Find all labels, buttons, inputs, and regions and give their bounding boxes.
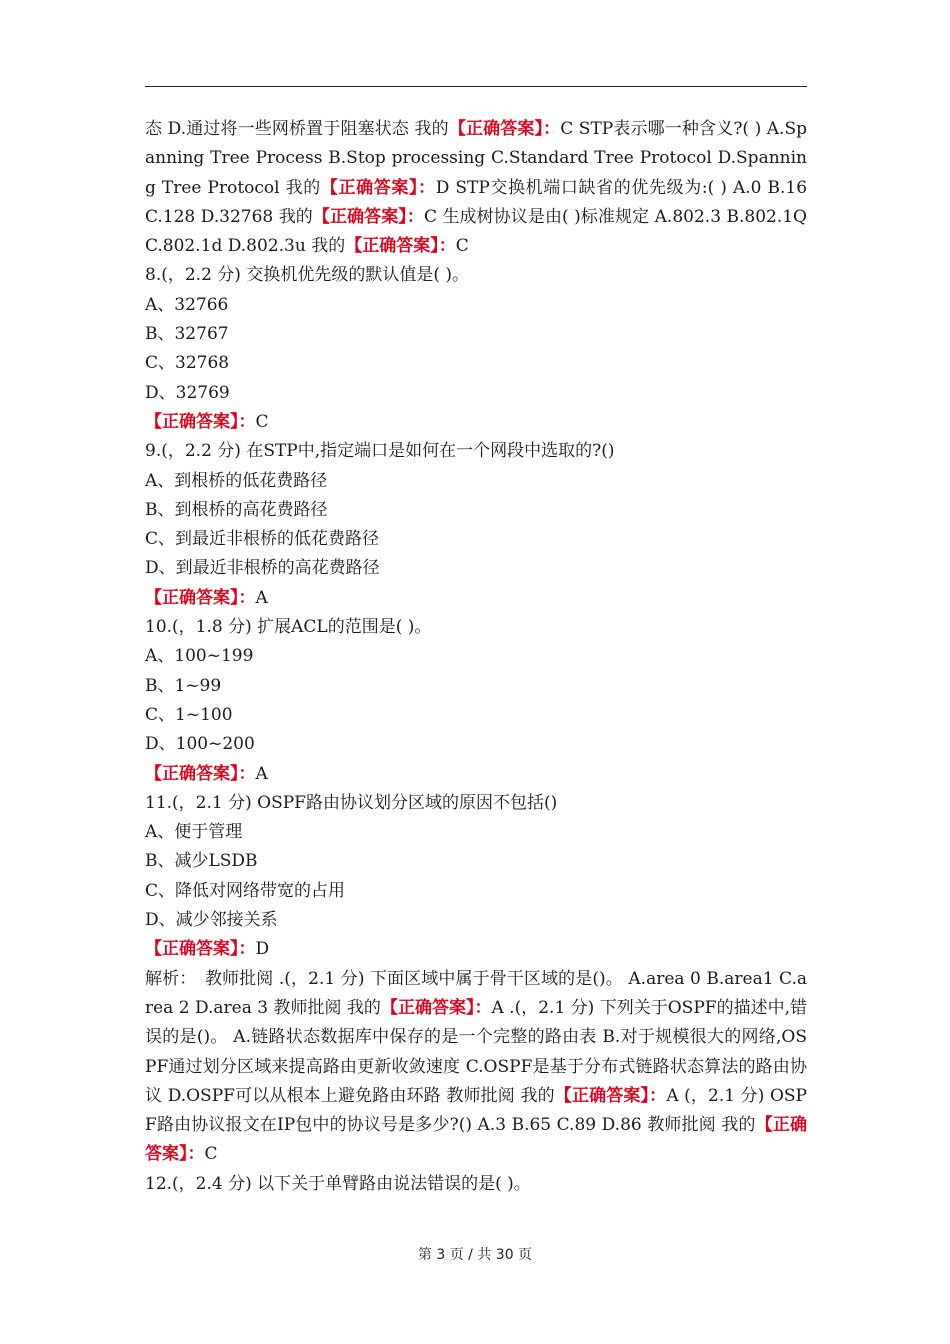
question-option: D、减少邻接关系: [145, 910, 278, 931]
page-footer: 第 3 页 / 共 30 页: [417, 1247, 533, 1263]
question-option: D、到最近非根桥的高花费路径: [145, 558, 380, 579]
question-option: B、1~99: [145, 675, 222, 696]
answer-label: 【正确答案】：: [145, 587, 256, 608]
answer-label: 【正确答案】：: [448, 119, 561, 139]
question-option: C、到最近非根桥的低花费路径: [145, 529, 380, 550]
question-option: B、减少LSDB: [145, 851, 258, 872]
question-option: C、32768: [145, 353, 230, 374]
answer-label: 【正确答案】：: [554, 1085, 667, 1106]
paragraph-text: C STP表示哪一种含义?( ) A.Spanning Tree Process B.Stop processing C.Standard Tree Protocol D.Spanning Tree Protocol 我的: [145, 119, 807, 198]
paragraph-text: A (，2.1 分) OSPF路由协议报文在IP包中的协议号是多少?() A.3 B.65 C.89 D.86 教师批阅 我的: [145, 1085, 807, 1136]
question-option: D、100~200: [145, 734, 255, 755]
answer-line: [145, 760, 807, 789]
page-content: [145, 115, 807, 1199]
paragraph-text: 态 D.通过将一些网桥置于阻塞状态 我的: [145, 119, 449, 139]
paragraph-text: A .(，2.1 分) 下列关于OSPF的描述中,错误的是()。 A.链路状态数据库中保存的是一个完整的路由表 B.对于规模很大的网络,OSPF通过划分区域来提高路由更新收敛速度 C.OSPF是基于分布式链路状态算法的路由协议 D.OSPF可以从根本上避免路由环路 教师批阅 我的: [145, 997, 808, 1106]
answer-label: 【正确答案】：: [145, 763, 256, 784]
answer-label: 【正确答案】：: [380, 997, 492, 1018]
question-option: C、降低对网络带宽的占用: [145, 880, 346, 901]
question-option: A、32766: [145, 294, 229, 315]
answer-label: 【正确答案】：: [145, 411, 256, 432]
question-option: B、32767: [145, 324, 229, 345]
paragraph-text: 解析： 教师批阅 .(，2.1 分) 下面区域中属于骨干区域的是()。 A.area 0 B.area1 C.area 2 D.area 3 教师批阅 我的: [145, 968, 807, 1018]
answer-line: [145, 408, 807, 437]
answer-value: A: [255, 763, 268, 784]
question-12-stem: 12.(，2.4 分) 以下关于单臂路由说法错误的是( )。: [145, 1173, 531, 1194]
answer-label: 【正确答案】：: [345, 236, 456, 257]
answer-line: [145, 935, 807, 964]
answer-label: 【正确答案】：: [145, 939, 256, 960]
question-stem: 8.(，2.2 分) 交换机优先级的默认值是( )。: [145, 265, 469, 286]
continued-paragraph: [145, 115, 807, 261]
answer-label: 【正确答案】：: [145, 1115, 807, 1165]
answer-value: D: [255, 939, 270, 960]
question-option: A、到根桥的低花费路径: [145, 470, 328, 491]
answer-value: A: [255, 587, 268, 608]
answer-value: C: [255, 411, 269, 432]
question-stem: 9.(，2.2 分) 在STP中,指定端口是如何在一个网段中选取的?(): [145, 441, 615, 462]
paragraph-text: C: [455, 236, 469, 257]
paragraph-text: C 生成树协议是由( )标准规定 A.802.3 B.802.1Q C.802.1d D.802.3u 我的: [145, 206, 807, 257]
paragraph-text: C: [204, 1144, 218, 1165]
answer-label: 【正确答案】：: [320, 177, 436, 198]
question-option: A、便于管理: [145, 822, 243, 843]
header-rule: [145, 86, 807, 87]
question-option: B、到根桥的高花费路径: [145, 499, 328, 520]
answer-line: [145, 584, 807, 613]
question-option: D、32769: [145, 382, 230, 403]
question-option: C、1~100: [145, 704, 233, 725]
question-stem: 10.(，1.8 分) 扩展ACL的范围是( )。: [145, 617, 432, 638]
analysis-paragraph: [145, 965, 807, 1170]
question-option: A、100~199: [145, 646, 254, 667]
paragraph-text: D STP交换机端口缺省的优先级为:( ) A.0 B.16 C.128 D.32768 我的: [145, 177, 808, 227]
question-list: [145, 261, 807, 964]
answer-label: 【正确答案】：: [312, 206, 424, 227]
question-stem: 11.(，2.1 分) OSPF路由协议划分区域的原因不包括(): [145, 792, 558, 813]
